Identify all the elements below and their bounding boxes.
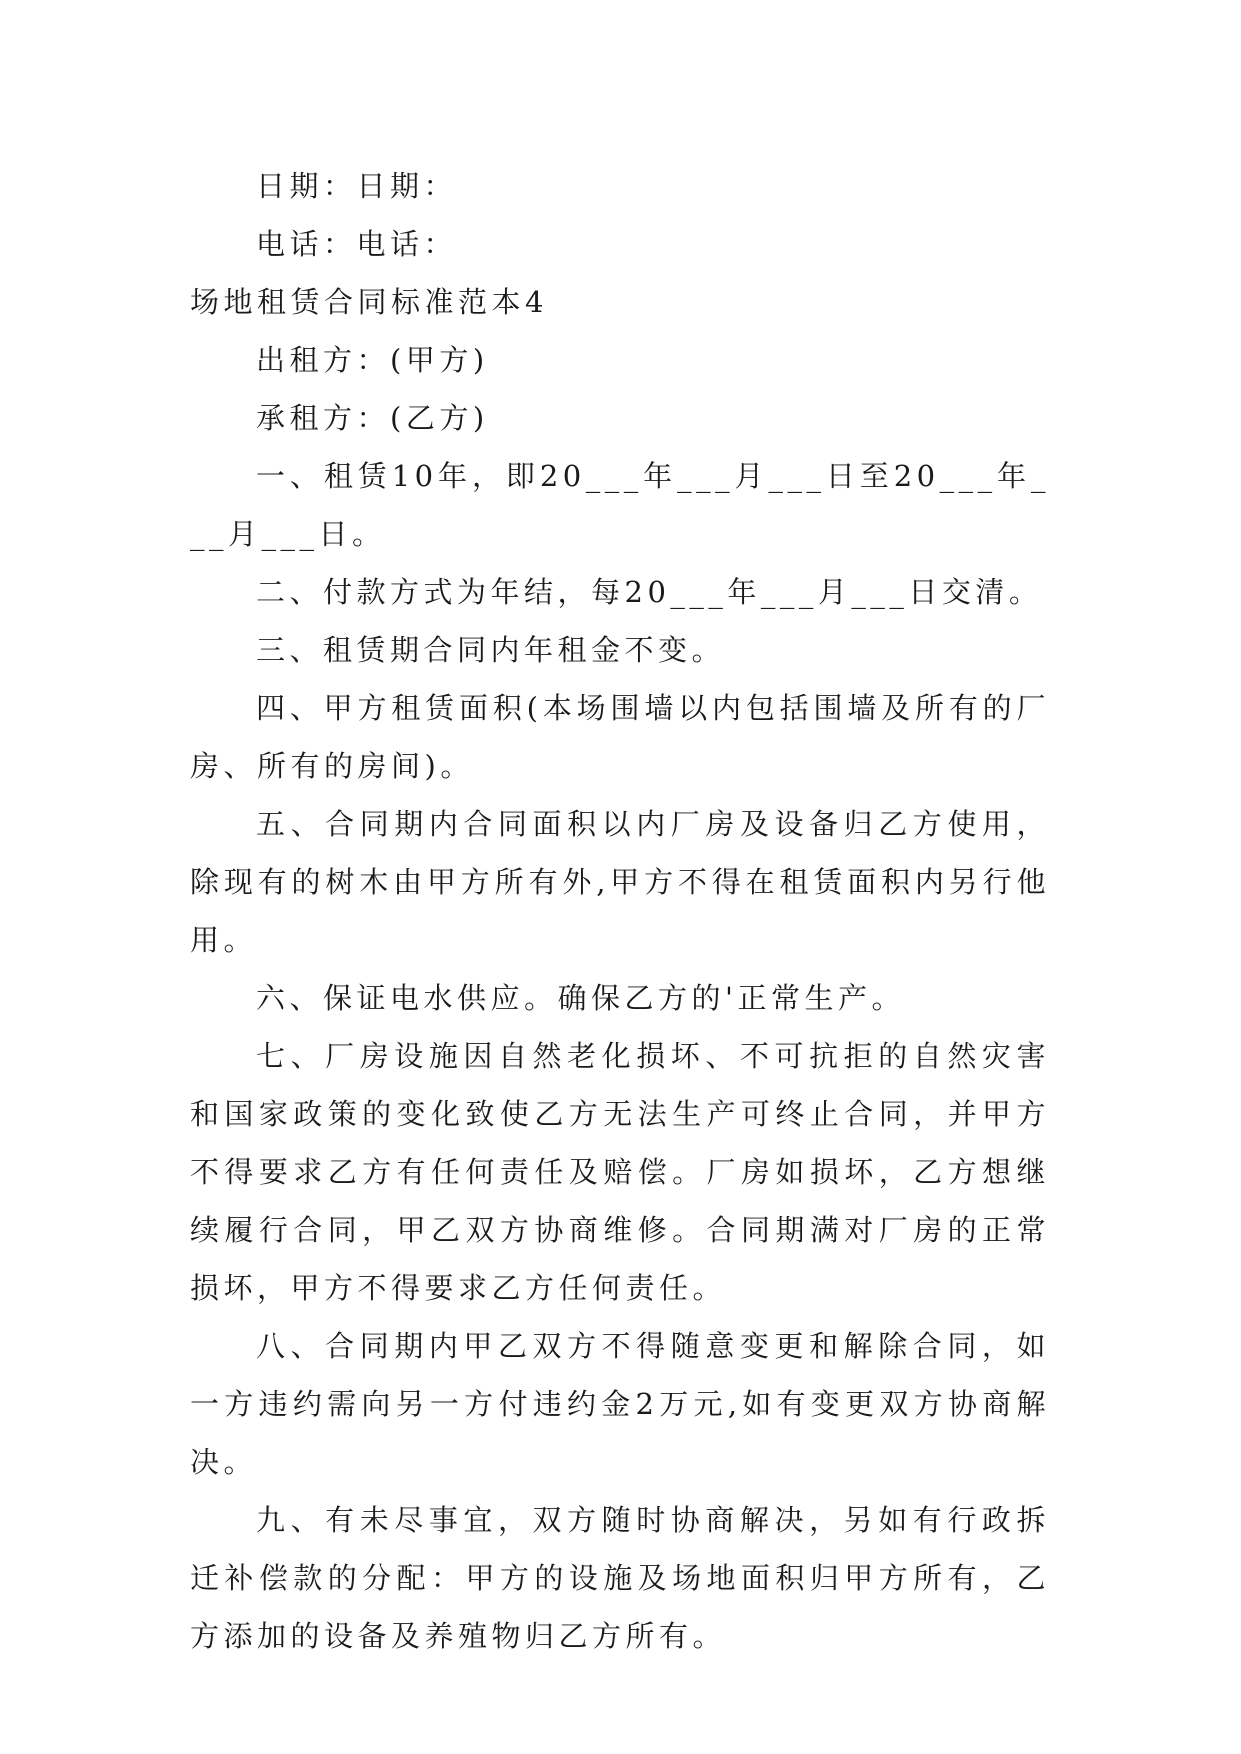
lessor-line: 出租方：(甲方) — [256, 343, 489, 377]
clause-5-usage: 五、合同期内合同面积以内厂房及设备归乙方使用，除现有的树木由甲方所有外,甲方不得在租赁面积内另行他用。 — [190, 807, 1050, 957]
clause-3-rent-fixed: 三、租赁期合同内年租金不变。 — [256, 633, 726, 667]
clause-1-lease-term: 一、租赁10年，即20___年___月___日至20___年___月___日。 — [190, 459, 1050, 551]
date-line: 日期：日期： — [256, 169, 458, 203]
clause-2-payment: 二、付款方式为年结，每20___年___月___日交清。 — [256, 575, 1043, 609]
lessee-line: 承租方：(乙方) — [256, 401, 489, 435]
clause-6-utilities: 六、保证电水供应。确保乙方的'正常生产。 — [256, 981, 905, 1015]
document-body — [190, 157, 1050, 1665]
clause-7-termination: 七、厂房设施因自然老化损坏、不可抗拒的自然灾害和国家政策的变化致使乙方无法生产可终止合同，并甲方不得要求乙方有任何责任及赔偿。厂房如损坏，乙方想继续履行合同，甲乙双方协商维修。合同期满对厂房的正常损坏，甲方不得要求乙方任何责任。 — [190, 1039, 1050, 1305]
document-title: 场地租赁合同标准范本4 — [190, 285, 548, 319]
clause-9-other-matters: 九、有未尽事宜，双方随时协商解决，另如有行政拆迁补偿款的分配：甲方的设施及场地面积归甲方所有，乙方添加的设备及养殖物归乙方所有。 — [190, 1503, 1050, 1653]
phone-line: 电话：电话： — [256, 227, 458, 261]
clause-4-lease-area: 四、甲方租赁面积(本场围墙以内包括围墙及所有的厂房、所有的房间)。 — [190, 691, 1050, 783]
clause-8-breach: 八、合同期内甲乙双方不得随意变更和解除合同，如一方违约需向另一方付违约金2万元,如有变更双方协商解决。 — [190, 1329, 1050, 1479]
